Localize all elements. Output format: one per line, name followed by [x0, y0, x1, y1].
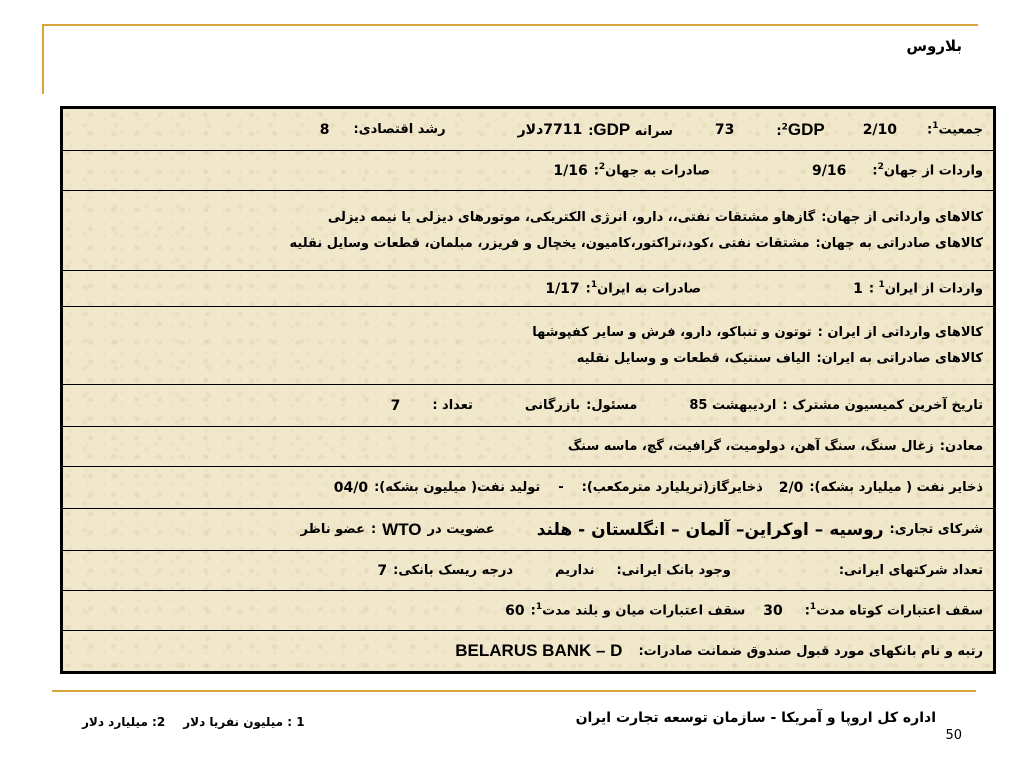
long-credit-label: سقف اعتبارات میان و بلند مدت$^1$:: [530, 602, 746, 619]
left-accent-line: [42, 24, 44, 94]
gdp-label: GDP$^2$:: [776, 119, 825, 139]
commission-label: تاریخ آخرین کمیسیون مشترک :: [782, 398, 983, 413]
row-mines: [63, 427, 993, 467]
imports-iran-label: واردات از ایران$^1$ :: [868, 280, 983, 297]
row-trade-world: [63, 151, 993, 191]
row-credit: [63, 591, 993, 631]
growth-label: رشد اقتصادی:: [353, 122, 446, 137]
row-iranian-companies: [63, 551, 993, 591]
mines-value: زغال سنگ، سنگ آهن، دولومیت، گرافیت، گچ، ماسه سنگ: [567, 439, 934, 454]
oil-reserves-label: ذخایر نفت ( میلیارد بشکه):: [809, 480, 983, 495]
imports-world-label: واردات از جهان$^2$:: [872, 162, 983, 179]
wto-colon: :: [370, 522, 377, 537]
import-goods-iran-value: توتون و تنباکو، دارو، فرش و سایر کفپوشها: [532, 325, 812, 340]
official-label: مسئول:: [586, 398, 638, 413]
exports-world-value: 1/16: [553, 162, 588, 179]
wto-acronym: WTO: [382, 519, 422, 539]
gdp-value: 73: [714, 121, 735, 138]
short-credit-label: سقف اعتبارات کوتاه مدت$^1$:: [804, 602, 983, 619]
count-value: 7: [390, 397, 401, 414]
per-capita-value: 7711دلار: [517, 121, 583, 138]
row-economy: [63, 109, 993, 151]
mines-label: معادن:: [939, 439, 983, 454]
wto-label: عضویت در: [427, 522, 495, 537]
risk-label: درجه ریسک بانکی:: [393, 563, 514, 578]
footer-organization: اداره کل اروپا و آمریکا - سازمان توسعه تجارت ایران: [575, 710, 936, 726]
banks-value: BELARUS BANK – D: [455, 641, 623, 660]
page-number: 50: [945, 728, 962, 743]
country-info-table: [60, 106, 996, 674]
exports-iran-value: 1/17: [545, 280, 580, 297]
export-goods-world-value: مشتقات نفتی ،کود،تراکتور،کامیون، یخچال و فریزر، مبلمان، قطعات وسایل نقلیه: [289, 236, 810, 251]
export-goods-iran-value: الیاف سنتیک، قطعات و وسایل نقلیه: [576, 351, 811, 366]
country-title: بلاروس: [906, 37, 962, 55]
risk-value: 7: [377, 562, 388, 579]
export-goods-world-label: کالاهای صادراتی به جهان:: [815, 236, 983, 251]
top-accent-line: [44, 24, 978, 26]
row-commission: [63, 385, 993, 427]
imports-world-value: 9/16: [812, 162, 847, 179]
banks-label: رتبه و نام بانکهای مورد قبول صندوق ضمانت صادرات:: [638, 643, 983, 659]
short-credit-value: 30: [763, 602, 783, 619]
row-goods-iran: [63, 307, 993, 385]
count-label: تعداد :: [432, 398, 473, 413]
row-energy: [63, 467, 993, 509]
official-value: بازرگانی: [524, 398, 581, 413]
exports-iran-label: صادرات به ایران$^1$:: [585, 280, 702, 297]
growth-value: 8: [319, 121, 330, 138]
footnote-1: 1 : میلیون نفریا دلار: [183, 715, 305, 729]
population-label: جمعیت$^1$:: [927, 121, 983, 138]
row-goods-world: [63, 191, 993, 271]
row-partners: [63, 509, 993, 551]
import-goods-world-label: کالاهای وارداتی از جهان:: [821, 210, 983, 225]
oil-reserves-value: 2/0: [778, 479, 804, 496]
footnote-2: 2: میلیارد دلار: [82, 715, 166, 729]
commission-value: اردیبهشت 85: [689, 398, 777, 413]
companies-label: تعداد شرکتهای ایرانی:: [838, 563, 983, 578]
bank-value: نداریم: [555, 563, 595, 578]
population-value: 2/10: [862, 121, 898, 138]
exports-world-label: صادرات به جهان$^2$:: [593, 162, 711, 179]
export-goods-iran-label: کالاهای صادراتی به ایران:: [816, 351, 983, 366]
import-goods-world-value: گازهاو مشتقات نفتی،، دارو، انرژی الکتریکی، موتورهای دیزلی یا نیمه دیزلی: [327, 210, 816, 225]
row-trade-iran: [63, 271, 993, 307]
footer-notes: [82, 715, 305, 729]
oil-production-label: تولید نفت( میلیون بشکه):: [374, 480, 541, 495]
per-capita-label: سرانه GDP:: [588, 119, 673, 139]
bottom-accent-line: [52, 690, 976, 692]
import-goods-iran-label: کالاهای وارداتی از ایران :: [817, 325, 983, 340]
gas-reserves-label: ذخایرگاز(تریلیارد مترمکعب):: [581, 480, 763, 495]
oil-production-value: 04/0: [333, 479, 369, 496]
partners-value: روسیه – اوکراین– آلمان – انگلستان - هلند: [536, 519, 884, 540]
partners-label: شرکای تجاری:: [889, 522, 983, 537]
row-banks: [63, 631, 993, 671]
bank-label: وجود بانک ایرانی:: [616, 563, 731, 578]
imports-iran-value: 1: [853, 280, 863, 297]
gas-reserves-value: -: [558, 480, 564, 495]
long-credit-value: 60: [505, 602, 525, 619]
wto-value: عضو ناظر: [300, 522, 365, 537]
